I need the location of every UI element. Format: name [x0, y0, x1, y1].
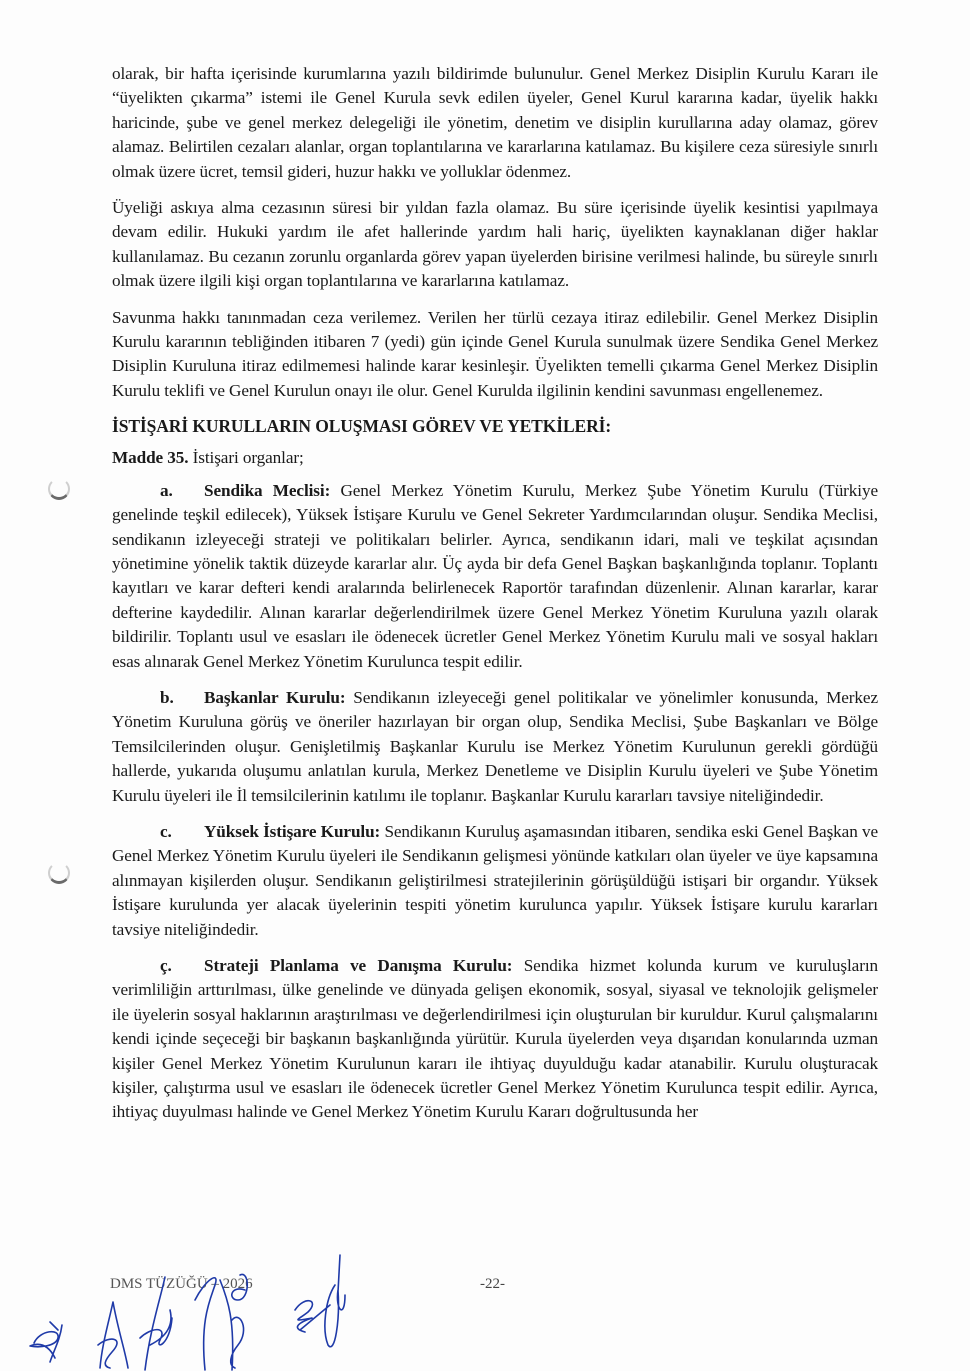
- item-title: Başkanlar Kurulu:: [204, 687, 346, 707]
- signature-2: [98, 1302, 128, 1368]
- paragraph: Savunma hakkı tanınmadan ceza verilemez. Verilen her türlü cezaya itiraz edilebilir. Genel Merkez Disiplin Kurulu kararının tebliğinden itibaren 7 (yedi) gün içinde Genel Kurula sunulmak üzere Sendika Genel Merkez Disiplin Kuruluna itiraz edilmemesi halinde karar kesinleşir. Üyelikten temelli çıkarma Genel Merkez Disiplin Kurulu teklifi ve Genel Kurulun onayı ile olur. Genel Kurulda ilgilinin kendini savunması engellenemez.: [112, 307, 878, 400]
- item-letter: ç.: [160, 956, 172, 975]
- signature-5: [295, 1255, 345, 1347]
- item-letter: a.: [160, 480, 173, 500]
- punch-hole-mark: [48, 862, 70, 884]
- item-text: Genel Merkez Yönetim Kurulu, Merkez Şube Yönetim Kurulu (Türkiye genelinde teşkil edilecek), Yüksek İstişare Kurulu ve Genel Sekreter Yardımcılarından oluşur. Sendika Meclisi, sendikanın izleyeceği strateji ve politikaları belirler. Ayrıca, sendikanın idari, mali ve teşkilat açısından yönetimine yönelik taktik düzeyde kararlar alır. Üç ayda bir defa Genel Başkan başkanlığında toplanır. Toplantı kayıtları ve karar defteri kendi aralarında belirlenecek Raportör tarafından düzenlenir. Alınan kararlar, karar defterine kaydedilir. Alınan kararlar değerlendirilmek üzere Genel Merkez Yönetim Kuruluna yazılı olarak bildirilir. Toplantı usul ve esasları ile ödenecek ücretler Genel Merkez Yönetim Kurulu mali ve sosyal hakları esas alınarak Genel Merkez Yönetim Kurulunca tespit edilir.: [112, 480, 878, 671]
- paragraph: olarak, bir hafta içerisinde kurumlarına yazılı bildirimde bulunulur. Genel Merkez Disiplin Kurulu Kararı ile “üyelikten çıkarma” istemi ile Genel Kurula sevk edilen üyeler, Genel Kurul kararına kadar, üyelik hakkı haricinde, şube ve genel merkez delegeliği ile yönetim, denetim ve disiplin kurullarına aday olamaz, görev alamaz. Belirtilen cezaları alanlar, organ toplantılarına ve kararlarına katılamaz. Bu kişilere ceza süresiyle sınırlı olmak üzere ücret, temsil gideri, huzur hakkı ve yolluklar ödenmez.: [112, 64, 878, 181]
- footer-title: DMS TÜZÜĞÜ – 2026: [110, 1276, 253, 1292]
- signatures: [0, 1250, 970, 1371]
- signature-1: [30, 1322, 62, 1362]
- item-text: Sendikanın izleyeceği genel politikalar ve yönelimler konusunda, Merkez Yönetim Kuruluna görüş ve öneriler hazırlayan bir organ olup, Sendika Meclisi, Şube Başkanları ve Bölge Temsilcilerinden oluşur. Genişletilmiş Başkanlar Kurulu ise Merkez Yönetim Kurulunun gerekli gördüğü hallerde, yukarıda oluşumu anlatılan kurula, Merkez Denetleme ve Disiplin Kurulu üyeleri ve Şube Yönetim Kurulu üyeleri ile İl temsilcilerinin katılımı ile toplanır. Başkanlar Kurulu kararları tavsiye niteliğindedir.: [112, 687, 878, 805]
- item-letter: c.: [160, 821, 172, 841]
- punch-hole-mark: [48, 478, 70, 500]
- item-text: Sendika hizmet kolunda kurum ve kuruluşların verimliliğin arttırılması, ülke genelinde ve dünyada gelişen ekonomik, sosyal, siyasal ve teknolojik gelişmeler ile üyelerin sosyal haklarının araştırılması ve değerlendirilmesi için oluşturulan bir kuruldur. Kurul çalışmalarını kendi içinde seçeceği bir başkanın başkanlığında yürütür. Kurula üyelerden veya dışarıdan konularında uzman kişiler Genel Merkez Yönetim Kurulunun kararı ile ihtiyaç duyulduğu kadar atanabilir. Kurulu oluşturacak kişiler, çalıştırma usul ve esasları ile ödenecek ücretler Genel Merkez Yönetim Kurulunca tespit edilir. Ayrıca, ihtiyaç duyulması halinde ve Genel Merkez Yönetim Kurulu Kararı doğrultusunda her: [112, 956, 878, 1122]
- item-title: Yüksek İstişare Kurulu:: [204, 821, 381, 841]
- article-text: İstişari organlar;: [188, 448, 304, 468]
- list-item: [112, 820, 878, 942]
- item-text: Sendikanın Kuruluş aşamasından itibaren, sendika eski Genel Başkan ve Genel Merkez Yönetim Kurulu üyeleri ile Sendikanın gelişmesi yönünde katkıları olan üyeler ve üye kapsamına alınmayan kişilerden oluşur. Sendikanın geliştirilmesi stratejilerinin görüşüldüğü istişari bir organdır. Yüksek İstişare kurulunda yer alacak üyelerinin tespiti yönetim kurulunca yapılır. Yüksek İstişare kurulu kararları tavsiye niteliğindedir.: [112, 821, 878, 939]
- article-heading: [112, 446, 878, 470]
- page-number: -22-: [480, 1276, 505, 1292]
- item-title: Strateji Planlama ve Danışma Kurulu:: [204, 956, 513, 975]
- list-item: [112, 686, 878, 808]
- list-item: [112, 479, 878, 674]
- item-title: Sendika Meclisi:: [204, 480, 331, 500]
- document-body: [112, 62, 878, 1125]
- article-label: Madde 35.: [112, 448, 189, 468]
- section-heading: İSTİŞARİ KURULLARIN OLUŞMASI GÖREV VE YETKİLERİ:: [112, 416, 612, 437]
- paragraph: Üyeliği askıya alma cezasının süresi bir yıldan fazla olamaz. Bu süre içerisinde üyelik kesintisi yapılmaya devam edilir. Hukuki yardım ile afet hallerinde yardım hali hariç, üyelikten kaynaklanan diğer haklar kullanılamaz. Bu cezanın zorunlu organlarda görev yapan üyelerden birisine verilmesi halinde, bu süreyle sınırlı olmak üzere ilgili kişi organ toplantılarına ve kararlarına katılamaz.: [112, 198, 878, 291]
- item-letter: b.: [160, 687, 174, 707]
- list-item: [112, 954, 878, 1125]
